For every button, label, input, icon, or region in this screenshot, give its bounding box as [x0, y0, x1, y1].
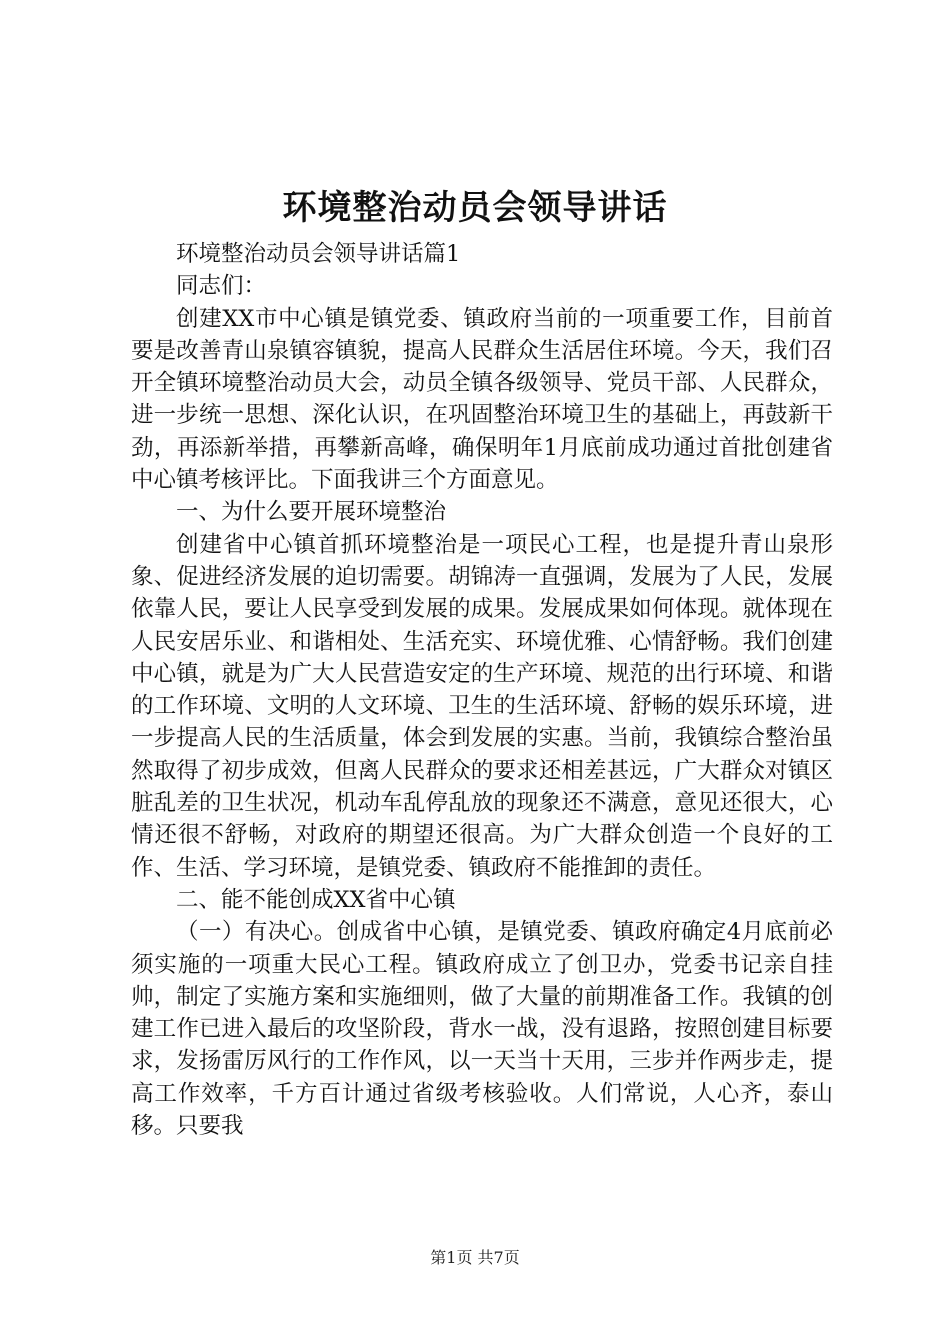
body-paragraph: 创建省中心镇首抓环境整治是一项民心工程，也是提升青山泉形象、促进经济发展的迫切需要。胡锦涛一直强调，发展为了人民，发展依靠人民，要让人民享受到发展的成果。发展成果如何体现。就体现在人民安居乐业、和谐相处、生活充实、环境优雅、心情舒畅。我们创建中心镇，就是为广大人民营造安定的生产环境、规范的出行环境、和谐的工作环境、文明的人文环境、卫生的生活环境、舒畅的娱乐环境，进一步提高人民的生活质量，体会到发展的实惠。当前，我镇综合整治虽然取得了初步成效，但离人民群众的要求还相差甚远，广大群众对镇区脏乱差的卫生状况，机动车乱停乱放的现象还不满意，意见还很大，心情还很不舒畅，对政府的期望还很高。为广大群众创造一个良好的工作、生活、学习环境，是镇党委、镇政府不能推卸的责任。 [131, 531, 833, 881]
page-number-footer: 第1页 共7页 [430, 1248, 520, 1267]
body-paragraph: 创建XX市中心镇是镇党委、镇政府当前的一项重要工作，目前首要是改善青山泉镇容镇貌，提高人民群众生活居住环境。今天，我们召开全镇环境整治动员大会，动员全镇各级领导、党员干部、人民群众，进一步统一思想、深化认识，在巩固整治环境卫生的基础上，再鼓新干劲，再添新举措，再攀新高峰，确保明年1月底前成功通过首批创建省中心镇考核评比。下面我讲三个方面意见。 [131, 305, 833, 494]
salutation: 同志们： [176, 273, 267, 300]
body-paragraph: （一）有决心。创成省中心镇，是镇党委、镇政府确定4月底前必须实施的一项重大民心工程。镇政府成立了创卫办，党委书记亲自挂帅，制定了实施方案和实施细则，做了大量的前期准备工作。我镇的创建工作已进入最后的攻坚阶段，背水一战，没有退路，按照创建目标要求，发扬雷厉风行的工作作风，以一天当十天用，三步并作两步走，提高工作效率，千方百计通过省级考核验收。人们常说，人心齐，泰山移。只要我 [131, 919, 833, 1140]
document-title: 环境整治动员会领导讲话 [282, 188, 668, 228]
document-body [131, 238, 833, 1142]
section-heading: 二、能不能创成XX省中心镇 [176, 886, 456, 913]
section-heading: 一、为什么要开展环境整治 [176, 499, 447, 526]
section-heading: 环境整治动员会领导讲话篇1 [176, 241, 461, 267]
